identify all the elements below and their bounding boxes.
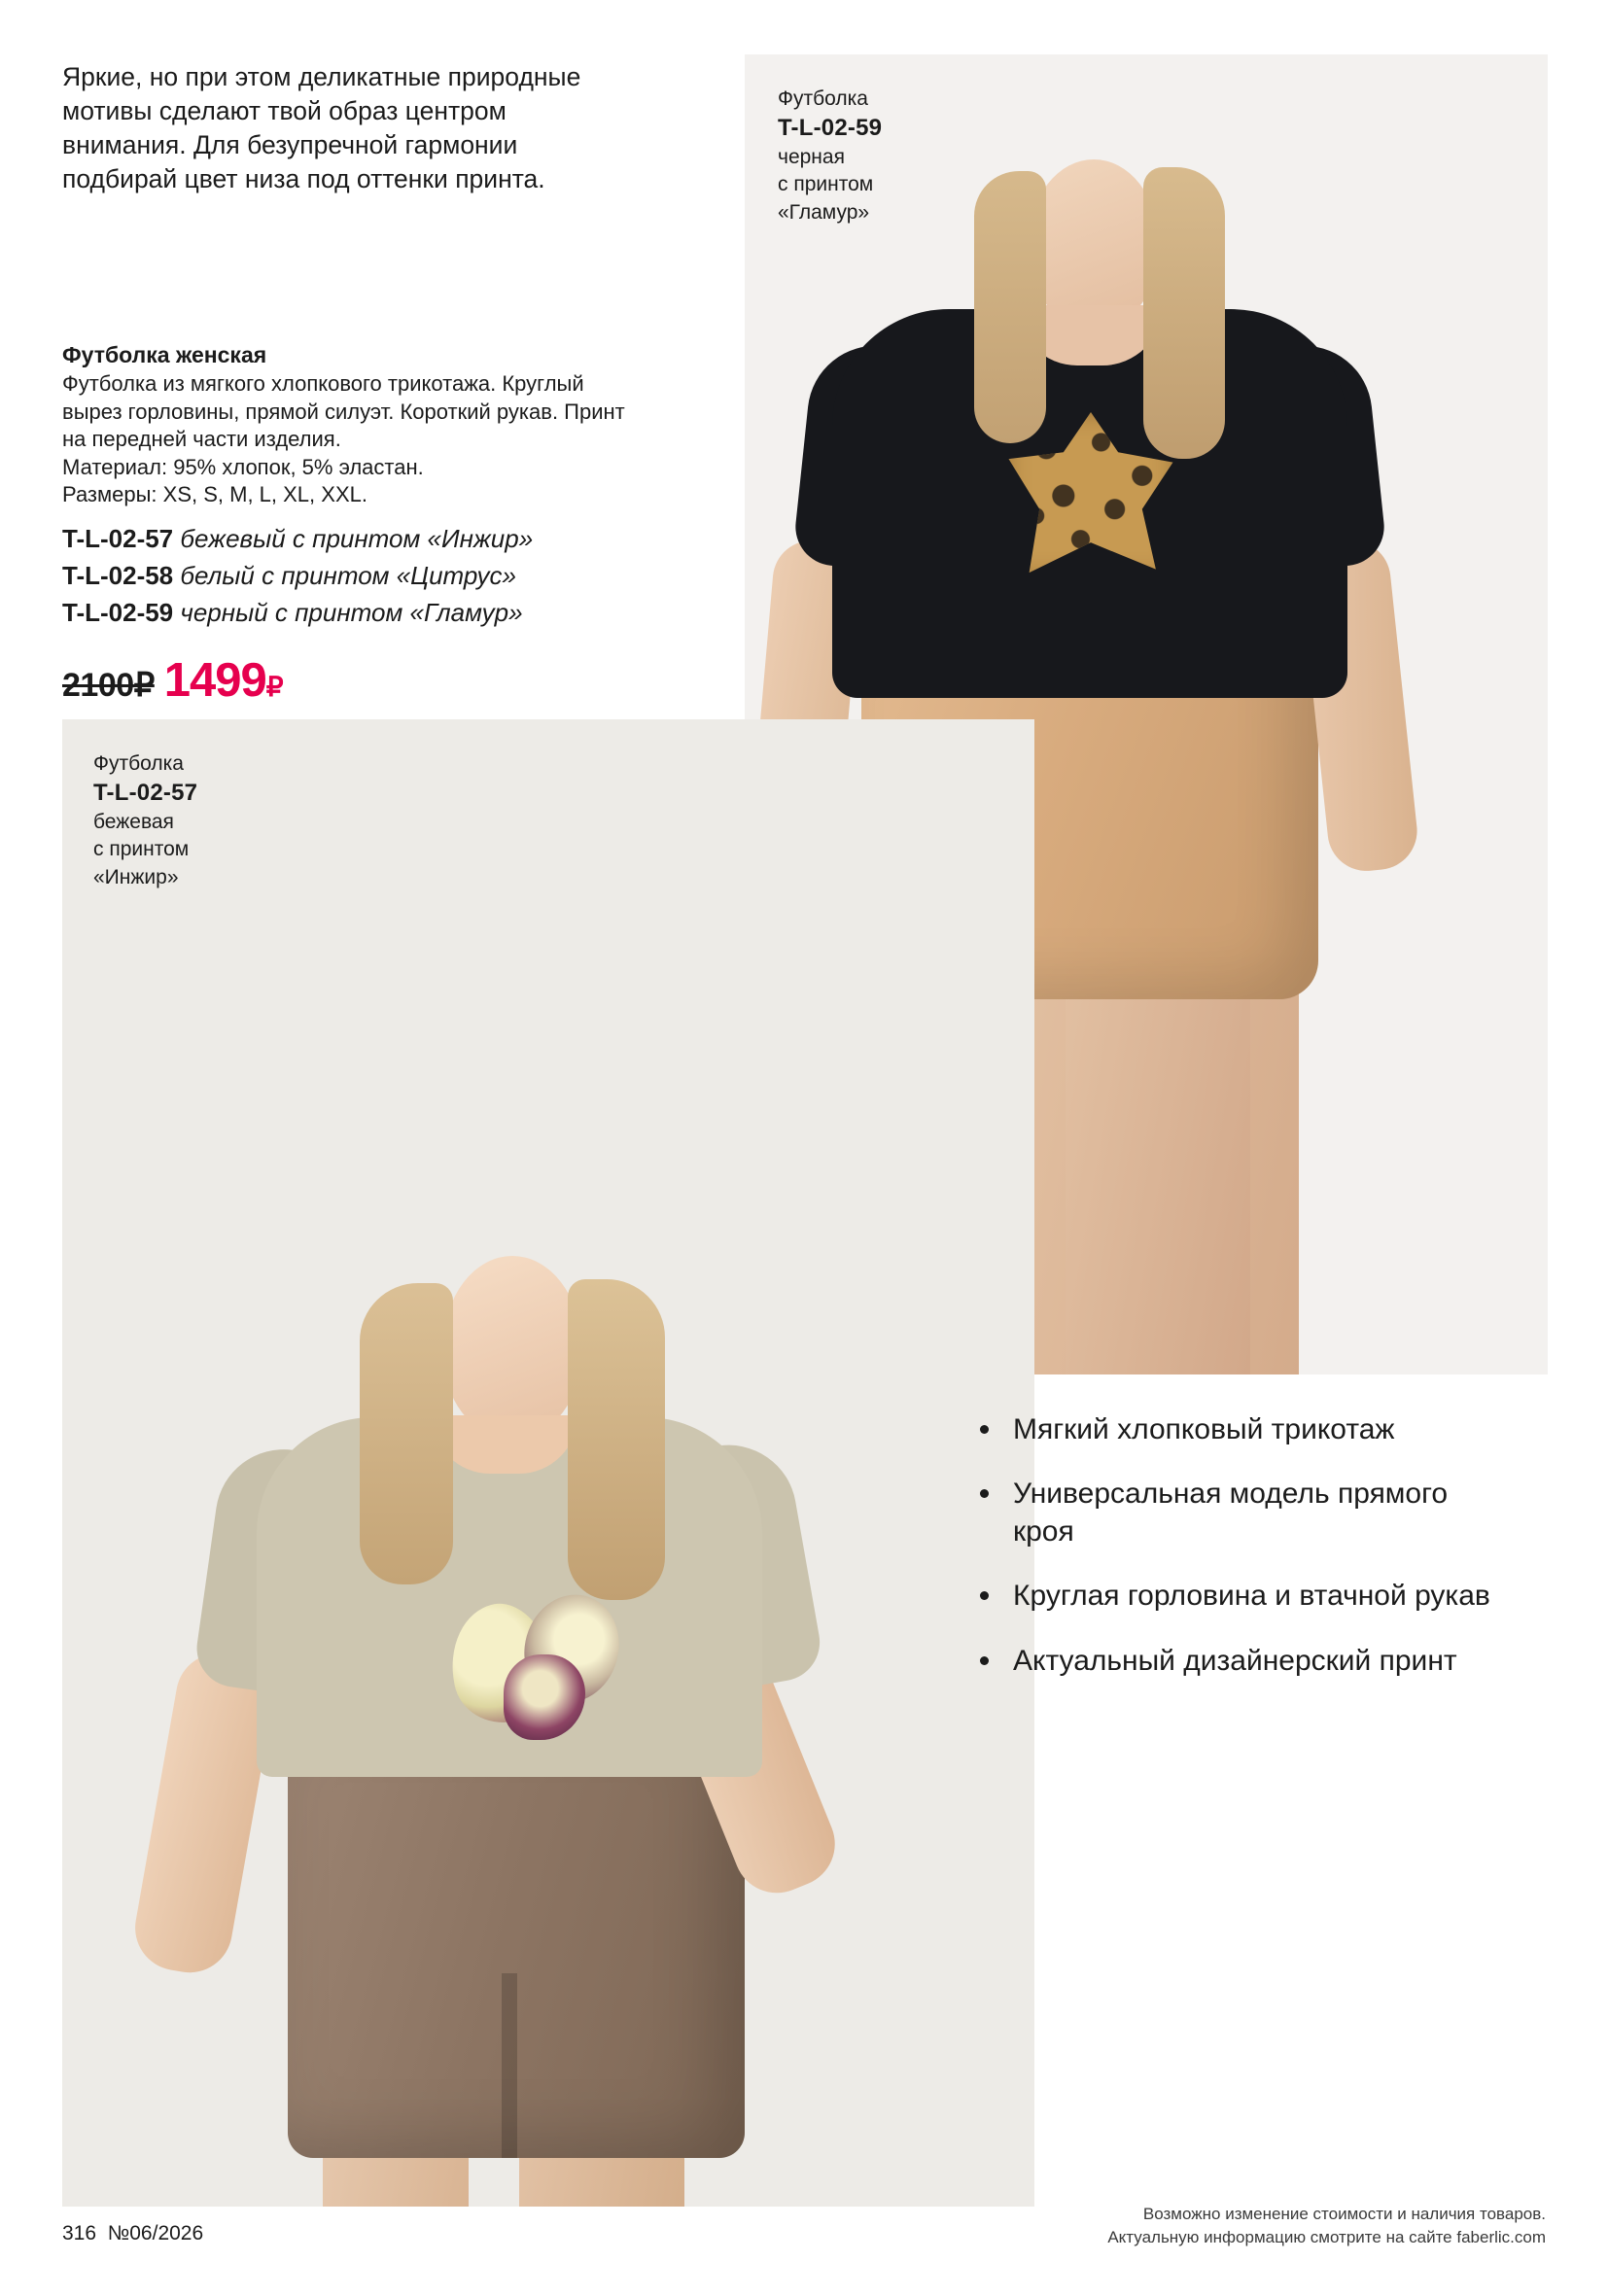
- variant-name: бежевый с принтом «Инжир»: [180, 523, 534, 553]
- variant-name: черный с принтом «Гламур»: [180, 597, 523, 627]
- model-head: [443, 1256, 581, 1437]
- variant-name: белый с принтом «Цитрус»: [180, 560, 516, 590]
- disclaimer-line-2: Актуальную информацию смотрите на сайте faberlic.com: [1107, 2227, 1546, 2246]
- caption-label: Футболка: [778, 87, 868, 110]
- currency-symbol: ₽: [265, 672, 283, 702]
- disclaimer-line-1: Возможно изменение стоимости и наличия товаров.: [1142, 2204, 1546, 2223]
- page-number: 316: [62, 2222, 97, 2244]
- caption-line-2: с принтом: [93, 838, 190, 861]
- photo-model-beige-tshirt: [62, 719, 1034, 2207]
- caption-beige-tshirt: [93, 750, 197, 891]
- product-description-text: Футболка из мягкого хлопкового трикотажа. Круглый вырез горловины, прямой силуэт. Короткий рукав. Принт на передней части изделия.: [62, 371, 625, 452]
- caption-code: T-L-02-59: [778, 115, 883, 142]
- price-block: [62, 653, 283, 708]
- product-title: Футболка женская: [62, 342, 267, 367]
- caption-line-3: «Гламур»: [778, 200, 870, 224]
- fig-fruit-print: [451, 1594, 636, 1740]
- model-hair-front-right: [1143, 167, 1225, 459]
- model-head: [1029, 159, 1159, 327]
- caption-line-2: с принтом: [778, 173, 874, 196]
- product-material: Материал: 95% хлопок, 5% эластан.: [62, 454, 424, 479]
- footer-disclaimer: [1107, 2203, 1546, 2249]
- product-variant: [62, 595, 646, 632]
- caption-line-1: бежевая: [93, 811, 174, 834]
- feature-item: Круглая горловина и втачной рукав: [972, 1578, 1517, 1615]
- product-sizes: Размеры: XS, S, M, L, XL, XXL.: [62, 482, 367, 507]
- feature-item: Универсальная модель прямого кроя: [972, 1476, 1517, 1550]
- model-hair-front-left: [974, 171, 1046, 443]
- new-price: [164, 653, 283, 708]
- caption-black-tshirt: [778, 86, 882, 226]
- footer-page-number: [62, 2222, 203, 2245]
- variant-code: T-L-02-59: [62, 597, 174, 627]
- intro-paragraph: Яркие, но при этом деликатные природные мотивы сделают твой образ центром внимания. Для безупречной гармонии подбирай цвет низа под оттенки принта.: [62, 62, 581, 193]
- shorts-seam: [502, 1973, 517, 2158]
- caption-line-1: черная: [778, 146, 845, 169]
- model-hair-front-right: [568, 1279, 665, 1600]
- caption-label: Футболка: [93, 752, 184, 775]
- feature-list: [972, 1411, 1517, 1707]
- fig-half-3: [504, 1654, 585, 1740]
- product-variant: [62, 558, 646, 595]
- caption-line-3: «Инжир»: [93, 865, 179, 888]
- model-hair-front-left: [360, 1283, 453, 1584]
- variant-code: T-L-02-57: [62, 523, 174, 553]
- product-variant-list: [62, 521, 646, 632]
- feature-item: Мягкий хлопковый трикотаж: [972, 1411, 1517, 1448]
- feature-item: Актуальный дизайнерский принт: [972, 1643, 1517, 1680]
- issue-number: №06/2026: [107, 2222, 204, 2244]
- product-description-block: [62, 342, 646, 632]
- caption-code: T-L-02-57: [93, 780, 198, 807]
- variant-code: T-L-02-58: [62, 560, 174, 590]
- product-variant: [62, 521, 646, 558]
- new-price-value: 1499: [163, 654, 266, 707]
- old-price: 2100₽: [62, 667, 155, 704]
